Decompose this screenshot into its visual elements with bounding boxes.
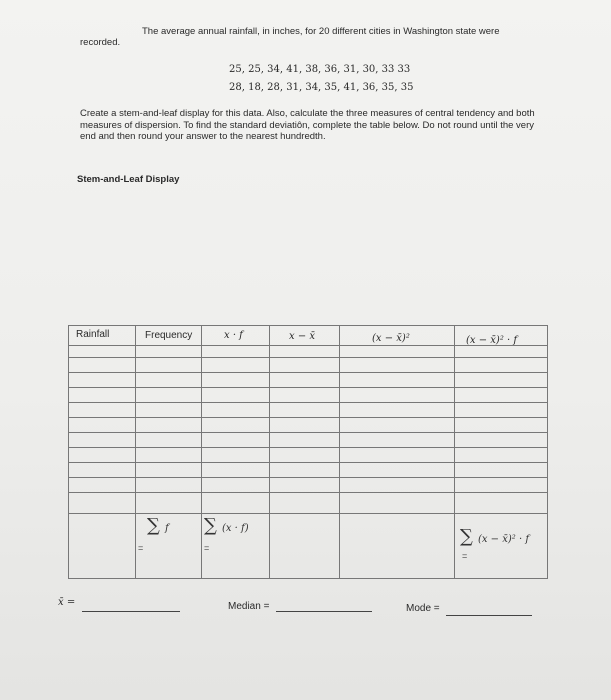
mode-answer-blank[interactable] <box>446 615 532 616</box>
frequency-table <box>68 325 548 579</box>
mean-answer-blank[interactable] <box>82 611 180 612</box>
header-squared-deviation-times-f: (x − x̄)² · f <box>466 335 518 346</box>
instructions-text: Create a stem-and-leaf display for this data. Also, calculate the three measures of central tendency and both measures of dispersion. To find the standard deviatiôn, complete the table below. Do not round until the very end and then round your answer to the nearest hundredth. <box>80 108 535 143</box>
sum-x-times-f-equals: = <box>204 543 210 553</box>
sigma-icon: ∑ <box>204 515 217 536</box>
median-label: Median = <box>228 601 270 612</box>
stem-leaf-work-area[interactable] <box>77 190 547 315</box>
mean-label: x̄ = <box>58 597 76 608</box>
intro-text-line2: recorded. <box>80 37 121 48</box>
header-squared-deviation: (x − x̄)² <box>372 333 410 344</box>
sigma-icon: ∑ <box>460 526 473 547</box>
header-rainfall: Rainfall <box>76 329 110 340</box>
intro-text-line1: The average annual rainfall, in inches, for 20 different cities in Washington state were <box>142 26 500 37</box>
sum-squared-deviation-equals: = <box>462 551 468 561</box>
sigma-icon: ∑ <box>147 515 160 536</box>
sum-squared-deviation-times-f: ∑ (x − x̄)² · f <box>460 526 530 547</box>
header-frequency: Frequency <box>145 330 193 341</box>
data-line-1: 25, 25, 34, 41, 38, 36, 31, 30, 33 33 <box>229 64 411 75</box>
sum-frequency: ∑ f <box>147 515 169 536</box>
sum-frequency-equals: = <box>138 543 144 553</box>
header-x-times-f: x · f <box>224 330 243 341</box>
header-x-minus-mean: x − x̄ <box>289 331 316 342</box>
data-line-2: 28, 18, 28, 31, 34, 35, 41, 36, 35, 35 <box>229 82 414 93</box>
mode-label: Mode = <box>406 603 440 614</box>
sum-x-times-f: ∑ (x · f) <box>204 515 249 536</box>
median-answer-blank[interactable] <box>276 611 372 612</box>
stem-leaf-title: Stem-and-Leaf Display <box>77 174 180 185</box>
